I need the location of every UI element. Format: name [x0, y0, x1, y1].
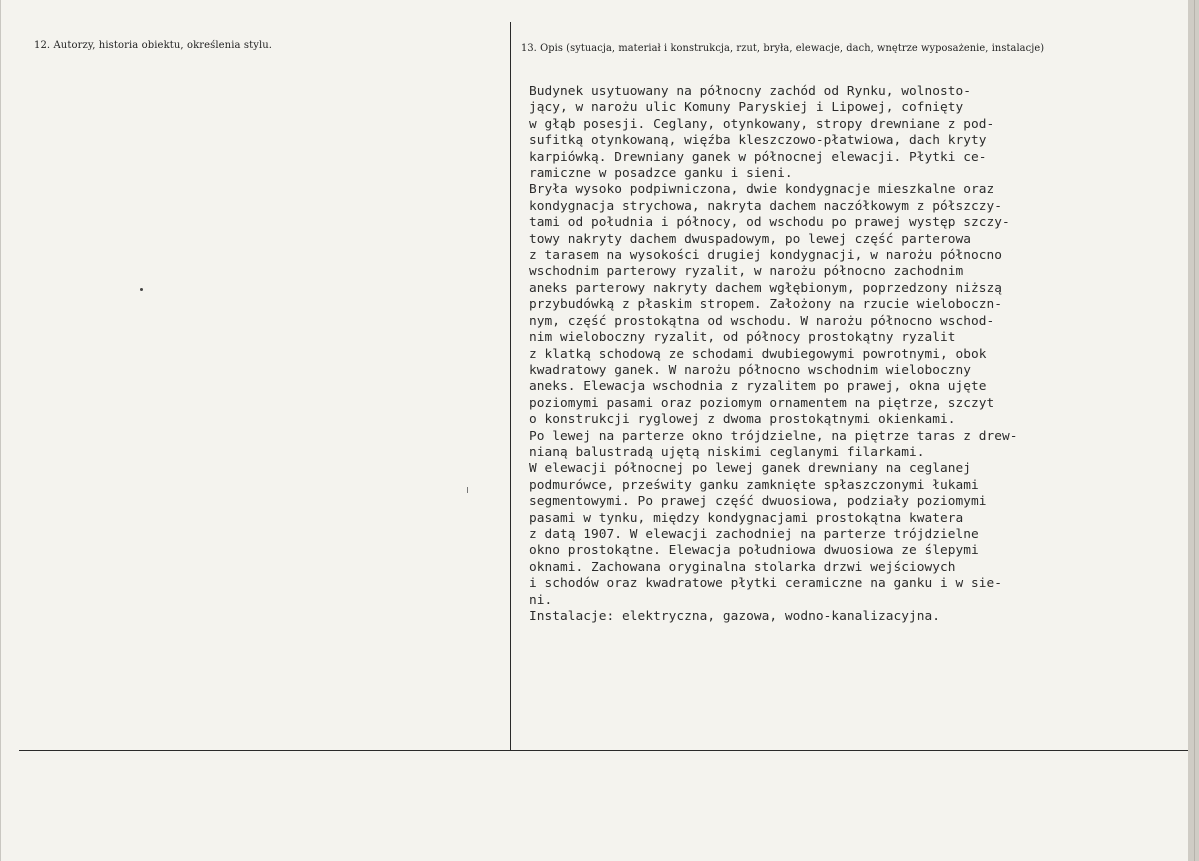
description-line: Bryła wysoko podpiwniczona, dwie kondygnacje mieszkalne oraz: [529, 182, 995, 198]
description-line: aneks. Elewacja wschodnia z ryzalitem po prawej, okna ujęte: [529, 379, 987, 395]
description-line: wschodnim parterowy ryzalit, w narożu północno zachodnim: [529, 264, 964, 280]
description-line: towy nakryty dachem dwuspadowym, po lewej część parterowa: [529, 231, 971, 247]
description-line: poziomymi pasami oraz poziomym ornamentem na piętrze, szczyt: [529, 395, 995, 411]
description-line: w głąb posesji. Ceglany, otynkowany, stropy drewniane z pod-: [529, 116, 995, 132]
description-line: Instalacje: elektryczna, gazowa, wodno-kanalizacyjna.: [529, 609, 940, 624]
section-13-label: 13. Opis (sytuacja, materiał i konstrukcja, rzut, bryła, elewacje, dach, wnętrze wyposażenie, instalacje): [521, 43, 1045, 54]
description-line: W elewacji północnej po lewej ganek drewniany na ceglanej: [529, 461, 971, 477]
description-line: nym, część prostokątna od wschodu. W narożu północno wschod-: [529, 313, 995, 329]
paper-speck: [140, 288, 143, 291]
bottom-rule: [19, 750, 1189, 751]
description-line: tami od południa i północy, od wschodu po prawej występ szczy-: [529, 215, 1010, 231]
section-13-description: [529, 84, 1018, 625]
description-line: sufitką otynkowaną, więźba kleszczowo-płatwiowa, dach kryty: [529, 133, 987, 149]
description-line: Budynek usytuowany na północny zachód od Rynku, wolnosto-: [529, 84, 971, 99]
description-line: z klatką schodową ze schodami dwubiegowymi powrotnymi, obok: [529, 346, 987, 362]
description-line: o konstrukcji ryglowej z dwoma prostokątnymi okienkami.: [529, 412, 956, 428]
description-line: pasami w tynku, między kondygnacjami prostokątna kwatera: [529, 510, 964, 526]
section-12-label: 12. Autorzy, historia obiektu, określenia stylu.: [34, 40, 273, 51]
description-line: karpiówką. Drewniany ganek w północnej elewacji. Płytki ce-: [529, 149, 987, 165]
description-line: kwadratowy ganek. W narożu północno wschodnim wieloboczny: [529, 362, 971, 378]
description-line: aneks parterowy nakryty dachem wgłębionym, poprzedzony niższą: [529, 280, 1003, 296]
description-line: ni.: [529, 592, 553, 608]
description-line: przybudówką z płaskim stropem. Założony na rzucie wieloboczn-: [529, 297, 1003, 313]
description-line: podmurówce, prześwity ganku zamknięte spłaszczonymi łukami: [529, 477, 979, 493]
description-line: z tarasem na wysokości drugiej kondygnacji, w narożu północno: [529, 248, 1003, 264]
description-line: nim wieloboczny ryzalit, od północy prostokątny ryzalit: [529, 330, 956, 346]
description-line: jący, w narożu ulic Komuny Paryskiej i Lipowej, cofnięty: [529, 100, 964, 116]
page-edge-line: [1194, 0, 1195, 861]
column-divider: [510, 22, 511, 750]
description-line: z datą 1907. W elewacji zachodniej na parterze trójdzielne: [529, 526, 979, 542]
description-line: i schodów oraz kwadratowe płytki ceramiczne na ganku i w sie-: [529, 576, 1003, 592]
description-line: ramiczne w posadzce ganku i sieni.: [529, 166, 793, 182]
description-line: nianą balustradą ujętą niskimi ceglanymi filarkami.: [529, 444, 925, 460]
description-line: segmentowymi. Po prawej część dwuosiowa, podziały poziomymi: [529, 494, 987, 510]
description-line: okno prostokątne. Elewacja południowa dwuosiowa ze ślepymi: [529, 543, 979, 559]
paper-mark: [467, 487, 468, 493]
description-line: oknami. Zachowana oryginalna stolarka drzwi wejściowych: [529, 559, 956, 575]
description-line: Po lewej na parterze okno trójdzielne, na piętrze taras z drew-: [529, 428, 1018, 444]
description-line: kondygnacja strychowa, nakryta dachem naczółkowym z półszczy-: [529, 198, 1003, 214]
